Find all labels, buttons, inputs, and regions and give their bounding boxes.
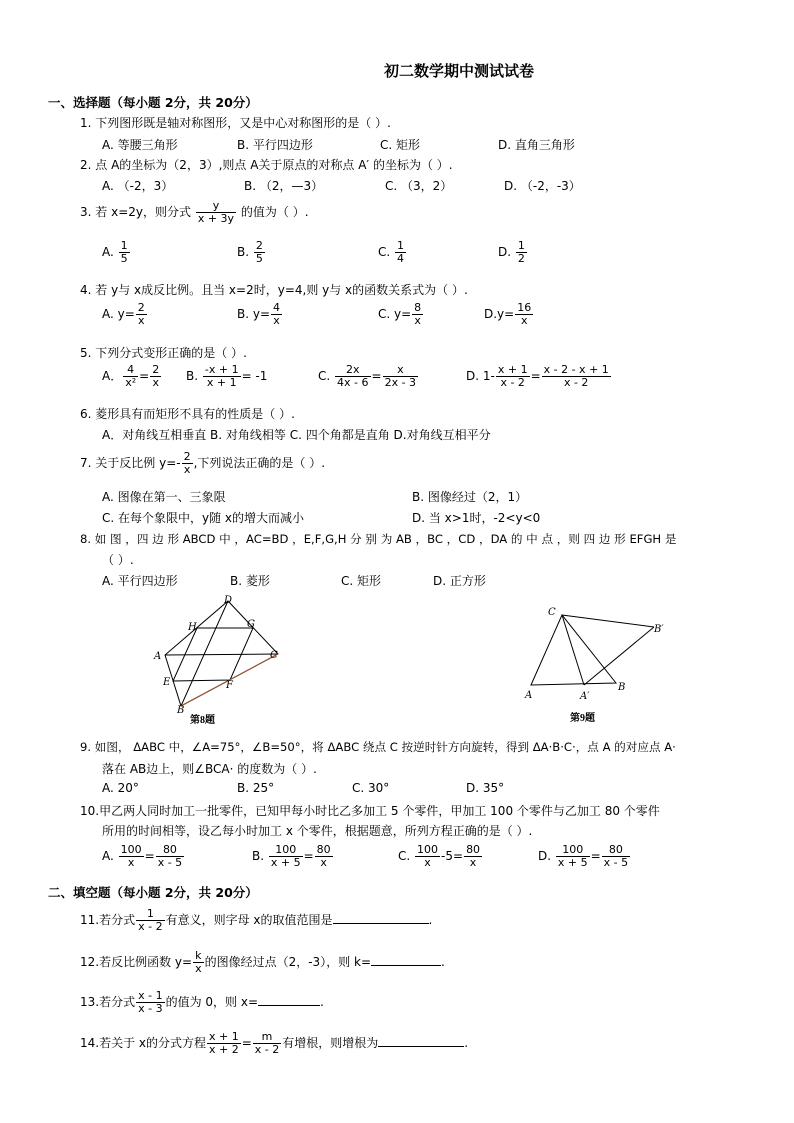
question-2: [80, 156, 453, 173]
option-d: D. 35°: [466, 781, 505, 795]
figure-8-quadrilateral: [150, 592, 290, 732]
label-B: B: [177, 705, 185, 716]
fraction: $\frac{y}{x + 3y}$: [197, 199, 235, 225]
question-11: 11.若分式 $\frac{1}{x - 2}$ 有意义，则字母 x的取值范围是 .: [80, 907, 433, 933]
option-a: A. $\frac{1}{5}$: [102, 239, 128, 265]
question-stem-cont: 所用的时间相等，设乙每小时加工 x 个零件，根据题意，所列方程正确的是（ ）.: [102, 824, 533, 838]
option-d: D. $\frac{1}{2}$: [498, 239, 525, 265]
option-c: C. 矩形: [341, 574, 382, 588]
option-a: A． $\frac{4}{\text{x²}}$ = $\frac{2}{x}$: [102, 363, 160, 389]
option-b: B. $\frac{-x + 1}{x + 1}$ = -1: [186, 363, 268, 389]
question-stem-post: ,下列说法正确的是（ ）.: [193, 456, 326, 470]
option-d: D.y= $\frac{16}{x}$: [484, 301, 532, 327]
question-stem: 如 图 ，四 边 形 ABCD 中 ，AC=BD ，E,F,G,H 分 别 为 AB ，BC ，CD ，DA 的 中 点 ，则 四 边 形 EFGH 是: [94, 532, 677, 546]
option-c: C. 矩形: [380, 138, 421, 152]
label-C: C: [270, 650, 278, 661]
question-8: [80, 531, 676, 547]
option-a: A. 20°: [102, 781, 139, 795]
question-9: [80, 739, 676, 755]
section-heading-choice: 一、选择题（每小题 2分，共 20分）: [48, 95, 258, 110]
question-stem: 菱形具有而矩形不具有的性质是（ ）.: [95, 407, 295, 421]
option-a: A. 平行四边形: [102, 574, 178, 588]
question-number: 7.: [80, 456, 92, 470]
option-c: C. $\frac{1}{4}$: [378, 239, 405, 265]
label-D: D: [224, 595, 233, 606]
answer-blank[interactable]: [371, 953, 441, 966]
figure-8-caption: 第8题: [190, 715, 215, 726]
question-number: 4.: [80, 283, 92, 297]
answer-blank[interactable]: [258, 993, 320, 1006]
page-title: 初二数学期中测试试卷: [384, 62, 535, 80]
question-7: [80, 451, 325, 476]
question-number: 9.: [80, 740, 92, 754]
option-b: B. 图像经过（2，1）: [412, 490, 528, 504]
question-stem-pre: 关于反比例 y=-: [95, 456, 181, 470]
question-14: 14.若关于 x的分式方程 $\frac{x + 1}{x + 2}$ = $\frac{m}{x - 2}$ 有增根，则增根为 .: [80, 1030, 469, 1056]
option-d: D. 直角三角形: [498, 138, 575, 152]
label-A: A: [525, 690, 533, 701]
options-row: A．对角线互相垂直 B. 对角线相等 C. 四个角都是直角 D.对角线互相平分: [102, 428, 491, 442]
option-b: B. $\frac{2}{5}$: [237, 239, 263, 265]
option-d: D. $\frac{100}{x + 5}$ = $\frac{80}{x - 5}$: [538, 843, 629, 869]
question-1: [80, 114, 391, 131]
option-b: B. y= $\frac{4}{x}$: [237, 301, 281, 327]
option-a: A. 等腰三角形: [102, 138, 178, 152]
option-b: B. 平行四边形: [237, 138, 313, 152]
label-B: B: [618, 682, 626, 693]
label-A-prime: A′: [580, 691, 590, 702]
option-b: B. 25°: [237, 781, 275, 795]
question-stem-post: 的值为（ ）.: [240, 205, 309, 219]
question-5: [80, 344, 247, 361]
option-d: D. （-2，-3）: [504, 179, 581, 193]
option-b: B. $\frac{100}{x + 5}$ = $\frac{80}{x}$: [252, 843, 331, 869]
question-stem: 下列分式变形正确的是（ ）.: [95, 346, 247, 360]
option-a: A. y= $\frac{2}{x}$: [102, 301, 145, 327]
question-10: [80, 802, 660, 819]
answer-blank[interactable]: [378, 1034, 464, 1047]
option-c: C. y= $\frac{8}{x}$: [378, 301, 422, 327]
question-stem: 点 A的坐标为（2，3）,则点 A关于原点的对称点 A′ 的坐标为（ ）.: [95, 158, 453, 172]
option-d: D. 正方形: [433, 574, 486, 588]
option-c: C. 30°: [352, 781, 390, 795]
option-c: C. $\frac{100}{x}$ -5= $\frac{80}{x}$: [398, 843, 481, 869]
question-number: 2.: [80, 158, 92, 172]
section-heading-fill: 二、填空题（每小题 2分，共 20分）: [48, 885, 258, 900]
option-d: D. 1- $\frac{x + 1}{x - 2}$ = $\frac{x - 2 - x + 1}{x - 2}$: [466, 363, 609, 389]
question-stem-pre: 若 x=2y，则分式: [95, 205, 191, 219]
option-c: C. $\frac{2x}{4x - 6}$ = $\frac{x}{2x - 3}$: [318, 363, 417, 389]
option-a: A. $\frac{100}{x}$ = $\frac{80}{x - 5}$: [102, 843, 183, 869]
question-3: [80, 200, 309, 225]
question-stem-cont: （ ）.: [102, 553, 134, 567]
question-6: [80, 405, 295, 422]
label-E: E: [163, 677, 171, 688]
question-number: 8.: [80, 532, 92, 546]
figure-9-rotated-triangle: [520, 604, 680, 726]
fraction: $\frac{2}{x}$: [183, 450, 191, 476]
question-stem: 甲乙两人同时加工一批零件，已知甲每小时比乙多加工 5 个零件，甲加工 100 个零件与乙加工 80 个零件: [99, 804, 660, 818]
question-stem: 若 y与 x成反比例。且当 x=2时，y=4,则 y与 x的函数关系式为（ ）.: [95, 283, 468, 297]
option-a: A. 图像在第一、三象限: [102, 490, 226, 504]
label-H: H: [188, 622, 197, 633]
label-C: C: [548, 607, 556, 618]
question-number: 3.: [80, 205, 92, 219]
question-stem: 下列图形既是轴对称图形，又是中心对称图形的是（ ）.: [95, 116, 391, 130]
label-B-prime: B′: [654, 624, 664, 635]
question-number: 6.: [80, 407, 92, 421]
label-G: G: [247, 619, 255, 630]
question-stem-cont: 落在 AB边上，则∠BCA· 的度数为（ ）.: [102, 762, 317, 776]
question-number: 10.: [80, 804, 100, 818]
question-number: 1.: [80, 116, 92, 130]
answer-blank[interactable]: [333, 911, 429, 924]
question-13: 13.若分式 $\frac{x - 1}{x - 3}$ 的值为 0，则 x= .: [80, 989, 324, 1015]
label-A: A: [154, 651, 162, 662]
question-4: [80, 281, 468, 298]
option-c: C. （3，2）: [385, 179, 453, 193]
option-c: C. 在每个象限中，y随 x的增大而减小: [102, 511, 305, 525]
option-a: A. （-2，3）: [102, 179, 174, 193]
option-d: D. 当 x>1时，-2<y<0: [412, 511, 541, 525]
question-stem: 如图， ΔABC 中，∠A=75°，∠B=50°，将 ΔABC 绕点 C 按逆时针方向旋转，得到 ΔA·B·C·，点 A 的对应点 A·: [94, 740, 676, 754]
figure-9-caption: 第9题: [570, 713, 595, 724]
question-12: 12.若反比例函数 y= $\frac{k}{x}$ 的图像经过点（2，-3），则 k= .: [80, 949, 445, 975]
option-b: B. 菱形: [230, 574, 270, 588]
label-F: F: [226, 680, 233, 691]
question-number: 5.: [80, 346, 92, 360]
option-b: B. （2，—3）: [244, 179, 324, 193]
